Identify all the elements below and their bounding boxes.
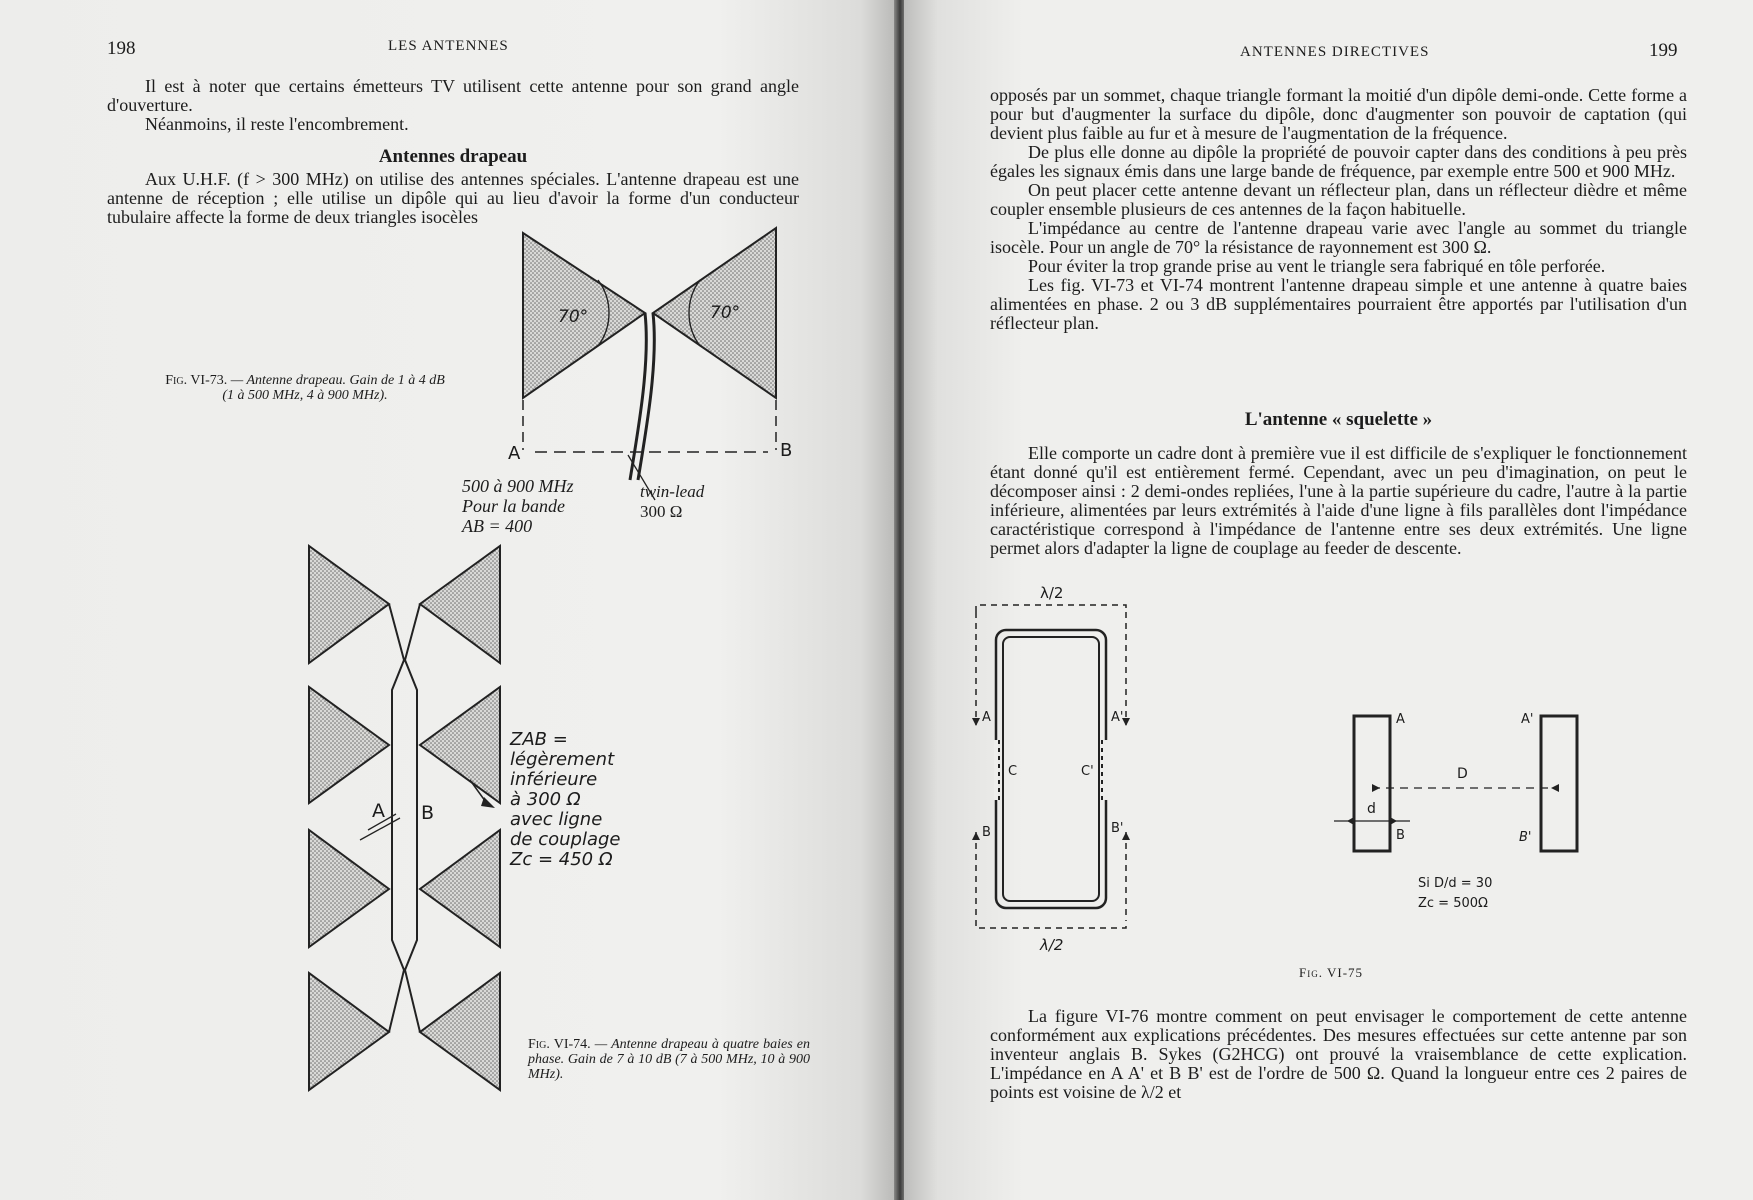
section-title-drapeau: Antennes drapeau (378, 146, 528, 167)
formula-line: Si D/d = 30 (1418, 876, 1493, 891)
paragraph: Néanmoins, il reste l'encombrement. (145, 114, 409, 134)
paragraph: Aux U.H.F. (f > 300 MHz) on utilise des antennes spéciales. L'antenne drapeau est une antenne de réception ; elle utilise un dipôle qui au lieu d'avoir la forme d'un conducteur tubulaire affecte la forme de deux triangles isocèles (107, 169, 799, 227)
frame-label-a-prime: A' (1111, 710, 1124, 725)
paragraph: La figure VI-76 montre comment on peut envisager le comportement de cette antenne conformément aux explications précédentes. Des mesures effectuées sur cette antenne par son inventeur anglais B. Sykes (G2HCG) ont prouvé la vraisemblance de cette explication. L'impédance en A A' et B B' est de l'ordre de 500 Ω. Quand la longueur entre ces 2 paires de points est voisine de λ/2 et (990, 1006, 1687, 1102)
paragraph: Il est à noter que certains émetteurs TV utilisent cette antenne pour son grand angle d'ouverture. (107, 76, 799, 115)
angle-label-left: 70° (558, 307, 589, 327)
fig75-formula (1418, 874, 1492, 914)
note-line: à 300 Ω (510, 789, 581, 810)
bar-label-b: B (1396, 828, 1405, 843)
note-line: de couplage (510, 829, 621, 850)
note-line: avec ligne (510, 809, 603, 830)
frame-label-c-prime: C' (1081, 764, 1094, 779)
formula-line: Zc = 500Ω (1418, 896, 1488, 911)
point-b-label: B (780, 440, 793, 461)
right-page (904, 0, 1753, 1200)
fig74-impedance-note (510, 730, 621, 870)
band-line: 500 à 900 MHz (462, 476, 574, 496)
paragraph: opposés par un sommet, chaque triangle formant la moitié d'un dipôle demi-onde. Cette forme a pour but d'augmenter la surface du dipôle, donc d'augmenter son pouvoir de captation (qui devient plus faible au fur et à mesure de l'augmentation de la fréquence. (990, 85, 1687, 143)
paragraph: L'impédance au centre de l'antenne drapeau varie avec l'angle au sommet du triangle isocèle. Pour un angle de 70° la résistance de rayonnement est 300 Ω. (990, 218, 1687, 257)
twinlead-label: twin-lead (640, 482, 705, 501)
frame-label-b: B (982, 825, 991, 840)
paragraph: Pour éviter la trop grande prise au vent le triangle sera fabriqué en tôle perforée. (1028, 256, 1606, 276)
right-bottom-text (990, 1007, 1687, 1102)
fig74-point-b: B (421, 802, 435, 824)
bar-label-b-prime: B' (1519, 830, 1532, 845)
bar-label-d-big: D (1457, 766, 1468, 782)
paragraph: Les fig. VI-73 et VI-74 montrent l'antenne drapeau simple et une antenne à quatre baies alimentées en phase. 2 ou 3 dB supplémentaires pourraient être apportés par l'utilisation d'un réflecteur plan. (990, 275, 1687, 333)
fig73-caption-text: — Antenne drapeau. Gain de 1 à 4 dB (1 à 500 MHz, 4 à 900 MHz). (222, 373, 445, 403)
bar-label-a-prime: A' (1521, 712, 1534, 727)
band-line: Pour la bande (462, 496, 565, 516)
frame-label-a: A (982, 710, 991, 725)
page-number-left: 198 (107, 38, 136, 59)
point-a-label: A (508, 443, 521, 464)
paragraph: De plus elle donne au dipôle la propriété de pouvoir capter dans des conditions à peu près égales les signaux émis dans une large bande de fréquence, par exemple entre 500 et 900 MHz. (990, 142, 1687, 181)
paragraph: Elle comporte un cadre dont à première vue il est difficile de s'expliquer le fonctionnement étant donné qu'il est entièrement fermé. Cependant, avec un peu d'imagination, on peut le décomposer ainsi : 2 demi-ondes repliées, l'une à la partie supérieure du cadre, l'autre à la partie inférieure, alimentées par leurs extrémités à l'aide d'une ligne à fils parallèles dont l'impédance caractéristique correspond à l'impédance de l'antenne entre ses deux extrémités. Une ligne permet alors d'adapter la ligne de couplage au feeder de descente. (990, 443, 1687, 558)
frame-label-c: C (1008, 764, 1018, 779)
bar-label-d-small: d (1367, 801, 1376, 817)
note-line: ZAB = (510, 729, 568, 750)
lambda-top: λ/2 (1040, 584, 1064, 602)
bar-label-a: A (1396, 712, 1405, 727)
fig75-caption: Fig. VI-75 (1299, 965, 1364, 980)
angle-label-right: 70° (710, 303, 741, 323)
note-line: Zc = 450 Ω (510, 849, 613, 870)
lambda-bottom: λ/2 (1040, 936, 1064, 954)
fig74-point-a: A (372, 800, 385, 822)
band-line: AB = 400 (462, 516, 533, 536)
fig74-caption (528, 1037, 810, 1082)
fig74-caption-text: — Antenne drapeau à quatre baies en phase. Gain de 7 à 10 dB (7 à 500 MHz, 10 à 900 MHz). (528, 1037, 810, 1082)
running-head-right: ANTENNES DIRECTIVES (1240, 44, 1430, 60)
note-line: inférieure (510, 769, 598, 790)
section-title-squelette: L'antenne « squelette » (1244, 409, 1433, 430)
note-line: légèrement (510, 749, 615, 770)
fig73-caption-label: Fig. VI-73. (165, 373, 228, 388)
running-head-left: LES ANTENNES (388, 38, 509, 54)
twinlead-impedance: 300 Ω (640, 502, 683, 521)
page-number-right: 199 (1649, 40, 1678, 61)
paragraph: On peut placer cette antenne devant un réflecteur plan, dans un réflecteur dièdre et même coupler ensemble plusieurs de ces antennes de la façon habituelle. (990, 180, 1687, 219)
frame-label-b-prime: B' (1111, 821, 1124, 836)
fig74-caption-label: Fig. VI-74. (528, 1037, 591, 1052)
